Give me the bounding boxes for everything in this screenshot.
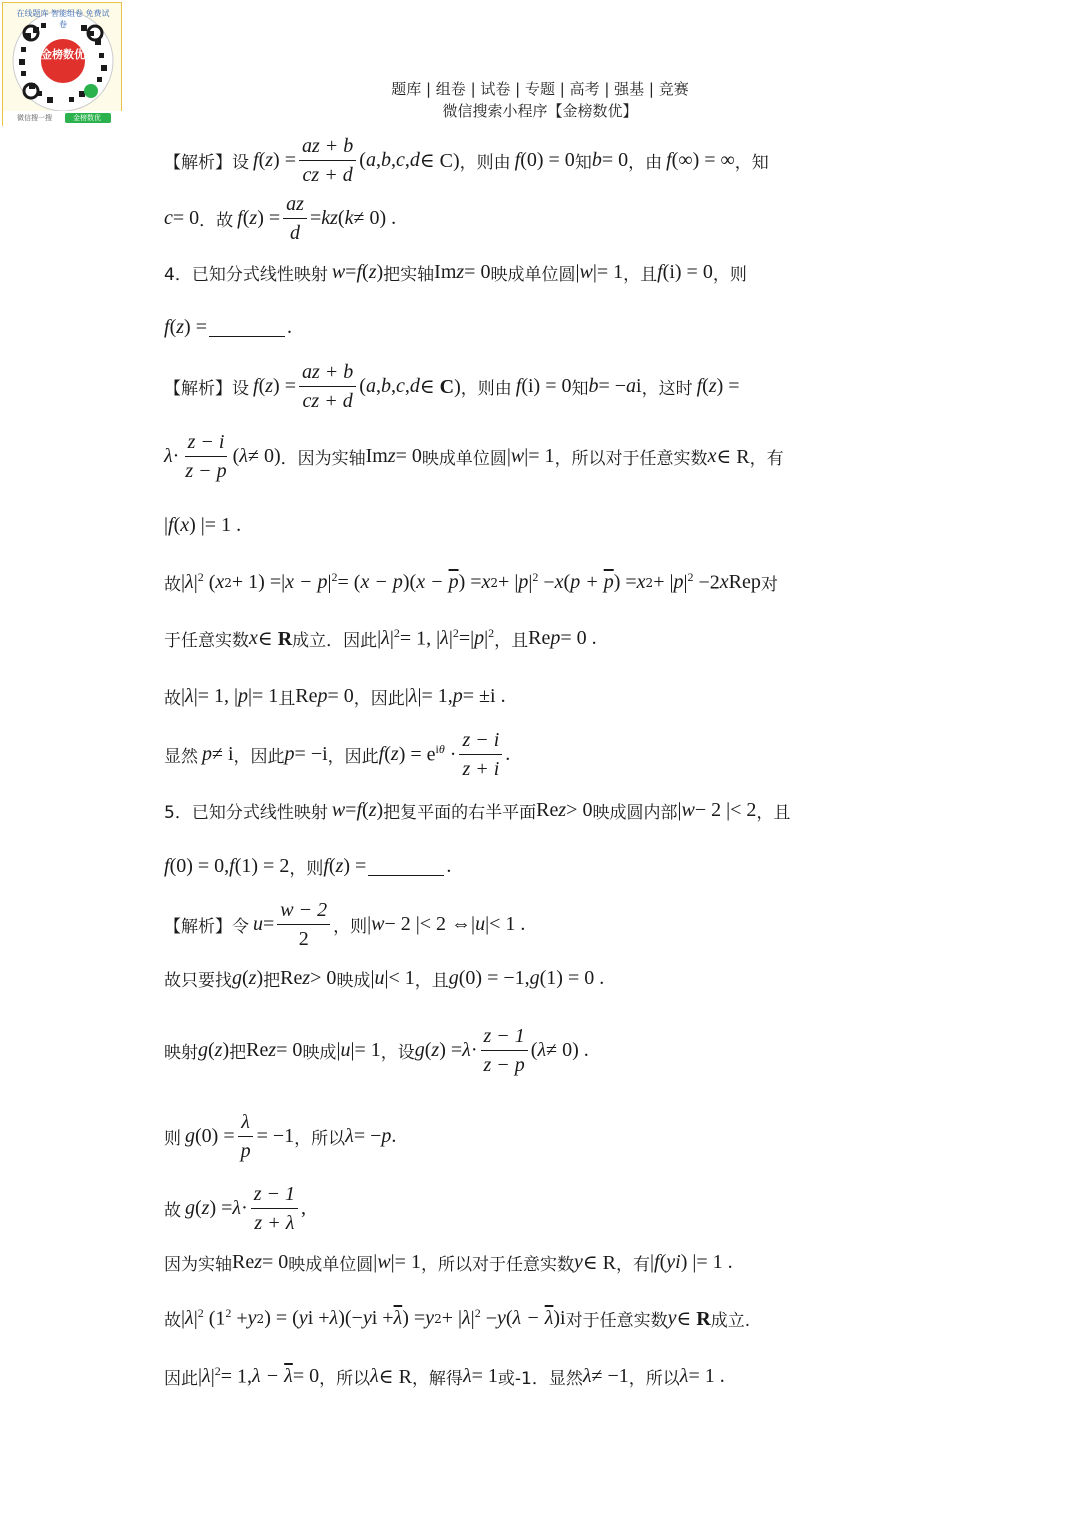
logo-footer-left: 微信搜一搜 [17, 114, 52, 122]
text: ，所以 [294, 1129, 346, 1149]
text: ，则 [289, 859, 324, 879]
text: 成立．因此 [292, 631, 378, 651]
text: 故 [164, 689, 181, 709]
text: 映成单位圆 [490, 265, 576, 285]
text: ，所以对于任意实数 [554, 449, 708, 469]
line-10: 故 | λ |= 1, | p |= 1 且 Re p = 0 ，因此 | λ |= 1, p = ±i . [164, 685, 506, 709]
text: 把 [263, 971, 281, 991]
line-4: f ( z ) = . [164, 316, 292, 338]
logo-ring-text: 在线题库 智能组卷 免费试卷 [16, 9, 110, 29]
line-18: 故 g ( z ) = λ · $\frac{z - 1}{z + \lambda}$ , [164, 1183, 307, 1234]
answer-blank[interactable] [209, 318, 285, 337]
text: 5．已知分式线性映射 [164, 803, 328, 823]
text: 映射 [164, 1043, 198, 1063]
analysis-label: 【解析】 [164, 379, 232, 399]
text: 设 [232, 379, 249, 399]
text: 对 [760, 575, 778, 595]
text: ，则 [712, 265, 747, 285]
text: ，设 [380, 1043, 415, 1063]
text: ，且 [623, 265, 658, 285]
logo-brand: 金榜数优 [41, 48, 85, 61]
text: 映成 [302, 1043, 337, 1063]
header-wechat-hint: 微信搜索小程序【金榜数优】 [442, 102, 638, 120]
text: ，因此 [233, 747, 285, 767]
answer-blank[interactable] [368, 857, 444, 876]
text: ，且 [756, 803, 791, 823]
text: 4．已知分式线性映射 [164, 265, 328, 285]
text: ，有 [616, 1255, 650, 1275]
text: ．故 [199, 211, 234, 231]
text: ，则 [333, 917, 368, 937]
text: ，且 [494, 631, 529, 651]
text: 或-1．显然 [497, 1369, 583, 1389]
text: 且 [278, 689, 296, 709]
line-13: f (0) = 0, f (1) = 2 ，则 f ( z ) = . [164, 855, 452, 879]
header-nav-text: 题库 | 组卷 | 试卷 | 专题 | 高考 | 强基 | 竞赛 [391, 80, 689, 98]
text: ，则由 [459, 153, 511, 173]
text: 知 [571, 379, 589, 399]
line-11: 显然 p ≠ i ，因此 p = −i ，因此 f ( z ) = $e^{i\theta}$ · $\frac{z - i}{z + i}$ . [164, 729, 511, 780]
line-14: 【解析】 令 u = $\frac{w - 2}{2}$ ，则 | w − 2 |< 2 ⇔| u |< 1 . [164, 899, 526, 950]
line-5: 【解析】 设 f ( z ) = $\frac{az + b}{cz + d}$ ( a , b , c , d ∈ C) ，则由 f (i) = 0 知 b = − a i ，这时 f ( z ) = [164, 361, 740, 412]
question-5: 5．已知分式线性映射 w = f ( z ) 把复平面的右半平面 Re z > 0 映成圆内部 | w − 2 |< 2 ，且 [164, 799, 791, 823]
text: 对于任意实数 [565, 1311, 668, 1331]
text: 映成单位圆 [421, 449, 507, 469]
page-header [0, 78, 1080, 122]
text: 映成圆内部 [592, 803, 678, 823]
text: 知 [574, 153, 592, 173]
line-17: 则 g (0) = $\frac{\lambda}{p}$ = −1 ，所以 λ = − p . [164, 1111, 397, 1162]
text: 映成单位圆 [288, 1255, 374, 1275]
line-8: 故 | λ $|^2$ ( x 2 + 1) =| x − p $|^2=$ ( x − p )( $x - \overline{p}$ ) = x 2 + | p $|^2$ − x ( $p + \overline{p}$ ) = x 2 + | p $|^2 -2$ x Rep 对 [164, 570, 778, 595]
line-9: 于任意实数 x ∈ R 成立．因此 | λ $|^2= 1$, | λ $|^2=|$ p $|^2$ ，且 Re p = 0 . [164, 626, 597, 651]
text: 故只要找 [164, 971, 232, 991]
analysis-label: 【解析】 [164, 153, 232, 173]
text: 显然 [164, 747, 198, 767]
line-21: 因此 | λ $|^2= 1$, $\lambda - \overline{\lambda}$ = 0 ，所以 λ ∈ R ，解得 λ = 1 或-1．显然 λ ≠ −1 ，所以 λ = 1 . [164, 1364, 725, 1389]
text: 把复平面的右半平面 [383, 803, 537, 823]
text: ．因为实轴 [280, 449, 366, 469]
line-19: 因为实轴 Re z = 0 映成单位圆 | w |= 1 ，所以对于任意实数 y ∈ R ，有 | f ( yi ) |= 1 . [164, 1251, 733, 1275]
line-16: 映射 g ( z ) 把 Re z = 0 映成 | u |= 1 ，设 g ( z ) = λ · $\frac{z - 1}{z - p}$ ( λ ≠ 0) . [164, 1025, 589, 1076]
analysis-label: 【解析】 [164, 917, 232, 937]
text: ，所以 [628, 1369, 680, 1389]
text: ，所以 [319, 1369, 371, 1389]
text: 故 [164, 1311, 181, 1331]
question-4: 4．已知分式线性映射 w = f ( z ) 把实轴 Im z = 0 映成单位圆 | w |= 1 ，且 f (i) = 0 ，则 [164, 261, 747, 285]
text: 则 [164, 1129, 181, 1149]
text: 因此 [164, 1369, 198, 1389]
line-7: | f ( x ) |= 1 . [164, 514, 242, 536]
text: 因为实轴 [164, 1255, 232, 1275]
text: ，有 [749, 449, 784, 469]
logo-footer-right: 金榜数优 [73, 114, 101, 122]
text: 把 [229, 1043, 247, 1063]
text: 把实轴 [383, 265, 435, 285]
text: 故 [164, 1201, 181, 1221]
text: 映成 [336, 971, 371, 991]
line-20: 故 | λ $|^2$ ($1^2$ + y 2 ) = ( y i + λ )(− y i + $\overline{\lambda}$ ) = y 2 + | λ $|^2$ − y ( $\lambda - \overline{\lambda}$ )i 对于任意实数 y ∈ R 成立. [164, 1306, 751, 1331]
text: ，知 [734, 153, 769, 173]
text: 于任意实数 [164, 631, 249, 651]
text: 令 [232, 917, 249, 937]
text: 成立. [710, 1311, 751, 1331]
text: ，且 [414, 971, 449, 991]
line-2: c = 0 ．故 f ( z ) = $\frac{az}{d}$ = kz ( k ≠ 0) . [164, 193, 397, 244]
text: ，所以对于任意实数 [420, 1255, 574, 1275]
line-15: 故只要找 g ( z ) 把 Re z > 0 映成 | u |< 1 ，且 g (0) = −1, g (1) = 0 . [164, 967, 605, 991]
text: ，因此 [353, 689, 405, 709]
line-6: λ · $\frac{z - i}{z - p}$ ( λ ≠ 0) ．因为实轴 Im z = 0 映成单位圆 | w |= 1 ，所以对于任意实数 x ∈ R ，有 [164, 431, 784, 482]
text: 故 [164, 575, 181, 595]
text: ，解得 [411, 1369, 463, 1389]
text: ，则由 [460, 379, 512, 399]
text: ，这时 [641, 379, 693, 399]
line-1: 【解析】 设 f ( z ) = $\frac{az + b}{cz + d}$ ( a , b , c , d ∈ C) ，则由 f (0) = 0 知 b = 0 ，由 f (∞) = ∞ ，知 [164, 135, 769, 186]
text: 设 [232, 153, 249, 173]
text: ，因此 [327, 747, 379, 767]
text: ，由 [628, 153, 663, 173]
